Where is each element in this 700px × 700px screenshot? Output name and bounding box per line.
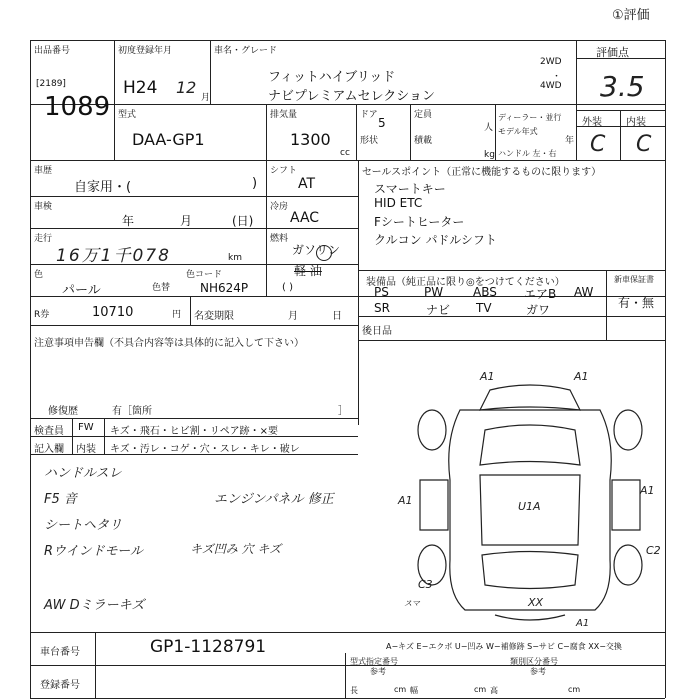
registration-month: 12	[176, 78, 197, 97]
selling-point-item: スマートキー	[374, 182, 446, 196]
rule	[358, 316, 665, 317]
score-value: 3.5	[600, 70, 645, 103]
car-name-label: 車名・グレード	[214, 46, 278, 56]
doors-label: ドア	[360, 110, 378, 120]
rule	[30, 665, 665, 666]
repair-label: 修復歴	[48, 406, 78, 417]
class-cert-label: 類別区分番号	[510, 657, 558, 666]
rule	[358, 340, 665, 341]
selling-point-item: Fシートヒーター	[374, 215, 465, 229]
capacity-unit: 人	[484, 123, 494, 133]
diagram-mark: C2	[646, 544, 661, 557]
equipment-item: ABS	[473, 285, 497, 299]
rule	[190, 296, 191, 325]
model-label: 型式	[118, 110, 137, 120]
equipment-label: 装備品（純正品に限り◎をつけてください）	[366, 277, 565, 288]
recycle-value: 10710	[92, 305, 134, 320]
color-code-value: NH624P	[200, 281, 249, 295]
inspection-day: (日)	[232, 214, 254, 228]
equipment-item: PW	[424, 285, 444, 299]
rule	[114, 40, 115, 160]
width-label: 幅	[410, 686, 418, 695]
model-cert-label: 型式指定番号	[350, 657, 398, 666]
height-label: 高	[490, 686, 498, 695]
header-stamp: ①評価	[612, 8, 650, 23]
car-name-line1: フィットハイブリッド	[268, 70, 396, 85]
car-name-line2: ナビプレミアムセレクション	[268, 89, 436, 104]
interior-label: 内装	[626, 117, 646, 128]
inspector-items-2: キズ・汚レ・コゲ・穴・スレ・キレ・破レ	[110, 444, 300, 455]
rule	[30, 296, 665, 297]
selling-point-item: HID ETC	[374, 196, 423, 210]
doors-value: 5	[378, 116, 386, 130]
color-value: パール	[62, 283, 101, 298]
score-label: 評価点	[596, 46, 629, 59]
diagram-mark: XX	[528, 596, 544, 609]
rule	[620, 110, 621, 160]
rear-items-label: 後日品	[362, 326, 392, 337]
diagram-mark: スマ	[404, 599, 420, 608]
name-change-month: 月	[288, 311, 298, 322]
rule	[30, 325, 358, 326]
fuel-diesel: 軽 油	[294, 264, 322, 278]
recycle-label: R券	[34, 310, 50, 320]
exterior-label: 外装	[582, 117, 602, 128]
handwritten-note: エンジンパネル 修正	[214, 492, 334, 507]
lot-tag: [2189]	[36, 79, 66, 89]
equipment-item: ナビ	[426, 303, 451, 317]
inspector-label: 検査員	[34, 426, 64, 437]
rule	[30, 160, 665, 161]
fuel-selected-circle-icon	[316, 245, 332, 261]
recycle-unit: 円	[172, 310, 182, 320]
handwritten-note: Rウインドモール	[44, 544, 143, 559]
ref-label-2: 参考	[530, 667, 546, 676]
rule	[266, 104, 267, 160]
aircon-value: AAC	[290, 210, 320, 226]
rule	[210, 40, 211, 104]
mileage-unit: km	[228, 253, 242, 263]
equipment-item: TV	[476, 301, 492, 315]
name-change-label: 名変期限	[194, 311, 234, 322]
ref-label-1: 参考	[370, 667, 386, 676]
lot-number: 1089	[44, 92, 111, 122]
fuel-label: 燃料	[270, 234, 289, 244]
rule	[30, 228, 358, 229]
diagram-mark: A1	[576, 618, 590, 629]
load-label: 積載	[414, 136, 433, 146]
capacity-label: 定員	[414, 110, 433, 120]
rule	[30, 632, 665, 633]
history-value: 自家用・(	[74, 180, 132, 195]
rule	[30, 418, 358, 419]
color-label: 色	[34, 270, 44, 280]
rule	[356, 104, 357, 160]
option-dot: ・	[552, 72, 562, 82]
rule	[30, 104, 665, 105]
inspector-interior: 内装	[76, 444, 96, 455]
warranty-label: 新車保証書	[614, 275, 654, 284]
entry-label: 記入欄	[34, 444, 64, 455]
selling-points-label: セールスポイント（正常に機能するものに限ります）	[362, 167, 602, 178]
cm-unit: cm	[474, 685, 487, 694]
diagram-mark: U1A	[518, 500, 541, 513]
rule	[495, 104, 496, 160]
rule	[358, 160, 359, 425]
equipment-item: エアB	[524, 287, 557, 301]
option-2wd: 2WD	[540, 57, 562, 67]
equipment-item: AW	[574, 285, 594, 299]
rule	[345, 653, 346, 698]
history-close: )	[252, 176, 258, 191]
fuel-other: ( )	[282, 282, 293, 293]
warranty-value: 有・無	[618, 296, 655, 310]
registration-year: H24	[123, 78, 158, 98]
registration-month-unit: 月	[201, 93, 211, 103]
shift-label: シフト	[270, 166, 298, 176]
displacement-value: 1300	[290, 130, 331, 149]
repair-value: 有［箇所	[112, 406, 152, 417]
notes-label: 注意事項申告欄（不具合内容等は具体的に記入して下さい）	[34, 338, 304, 349]
inspector-fw: FW	[78, 422, 94, 433]
handwritten-note: AW Dミラーキズ	[44, 598, 145, 613]
rule	[576, 40, 577, 160]
diagram-mark: A1	[398, 494, 413, 507]
inspector-items-1: キズ・飛石・ヒビ割・リペア跡・×要	[110, 426, 278, 437]
shape-label: 形状	[360, 136, 379, 146]
rule	[665, 40, 666, 160]
handle-label: ハンドル 左・右	[498, 149, 557, 158]
equipment-item: ガワ	[526, 303, 551, 317]
rule	[30, 196, 358, 197]
handwritten-note: シートヘタリ	[44, 518, 123, 533]
color-code-label: 色コード	[186, 270, 223, 280]
cm-unit: cm	[568, 685, 581, 694]
handwritten-note: キズ凹み 穴 キズ	[190, 542, 282, 556]
rule	[30, 40, 31, 698]
interior-score: C	[636, 132, 652, 157]
exterior-score: C	[590, 132, 606, 157]
year-unit: 年	[565, 136, 575, 146]
rule	[358, 270, 665, 271]
rule	[95, 632, 96, 698]
rule	[30, 40, 665, 41]
rule	[30, 698, 665, 699]
diagram-mark: C3	[418, 578, 433, 591]
inspection-month: 月	[180, 214, 193, 228]
handwritten-note: ハンドルスレ	[44, 466, 122, 481]
length-label: 長	[350, 686, 358, 695]
option-4wd: 4WD	[540, 81, 562, 91]
inspection-year: 年	[122, 214, 135, 228]
chassis-value: GP1-1128791	[150, 637, 267, 657]
history-label: 車歴	[34, 166, 53, 176]
rule	[665, 160, 666, 698]
cm-unit: cm	[394, 685, 407, 694]
equipment-item: SR	[374, 301, 390, 315]
fuel-gasoline: ガソリン	[292, 243, 341, 257]
rule	[104, 418, 105, 454]
equipment-item: PS	[374, 285, 389, 299]
shift-value: AT	[298, 176, 316, 192]
rule	[266, 160, 267, 296]
selling-point-item: クルコン パドルシフト	[374, 233, 497, 247]
name-change-day: 日	[332, 311, 342, 322]
register-label: 登録番号	[40, 680, 80, 691]
load-unit: kg	[484, 150, 495, 160]
rule	[606, 270, 607, 340]
inspection-label: 車検	[34, 202, 53, 212]
mileage-value: 16万1千078	[56, 246, 171, 266]
repair-close: ］	[338, 406, 348, 417]
legend: A−キズ E−エクボ U−凹み W−補修跡 S−サビ C−腐食 XX−交換	[386, 642, 622, 651]
chassis-label: 車台番号	[40, 647, 80, 658]
diagram-mark: A1	[640, 484, 655, 497]
aircon-label: 冷房	[270, 202, 289, 212]
rule	[410, 104, 411, 160]
displacement-unit: cc	[340, 148, 350, 158]
dealer-label: ディーラー・並行	[498, 113, 562, 122]
diagram-mark: A1	[480, 370, 495, 383]
model-value: DAA-GP1	[132, 130, 205, 149]
displacement-label: 排気量	[270, 110, 298, 120]
lot-label: 出品番号	[34, 46, 71, 56]
color-change-label: 色替	[152, 283, 171, 293]
registration-label: 初度登録年月	[118, 46, 173, 56]
rule	[72, 418, 73, 454]
model-year-label: モデル年式	[498, 127, 538, 136]
handwritten-note: F5 音	[44, 492, 77, 507]
diagram-mark: A1	[574, 370, 589, 383]
mileage-label: 走行	[34, 234, 53, 244]
